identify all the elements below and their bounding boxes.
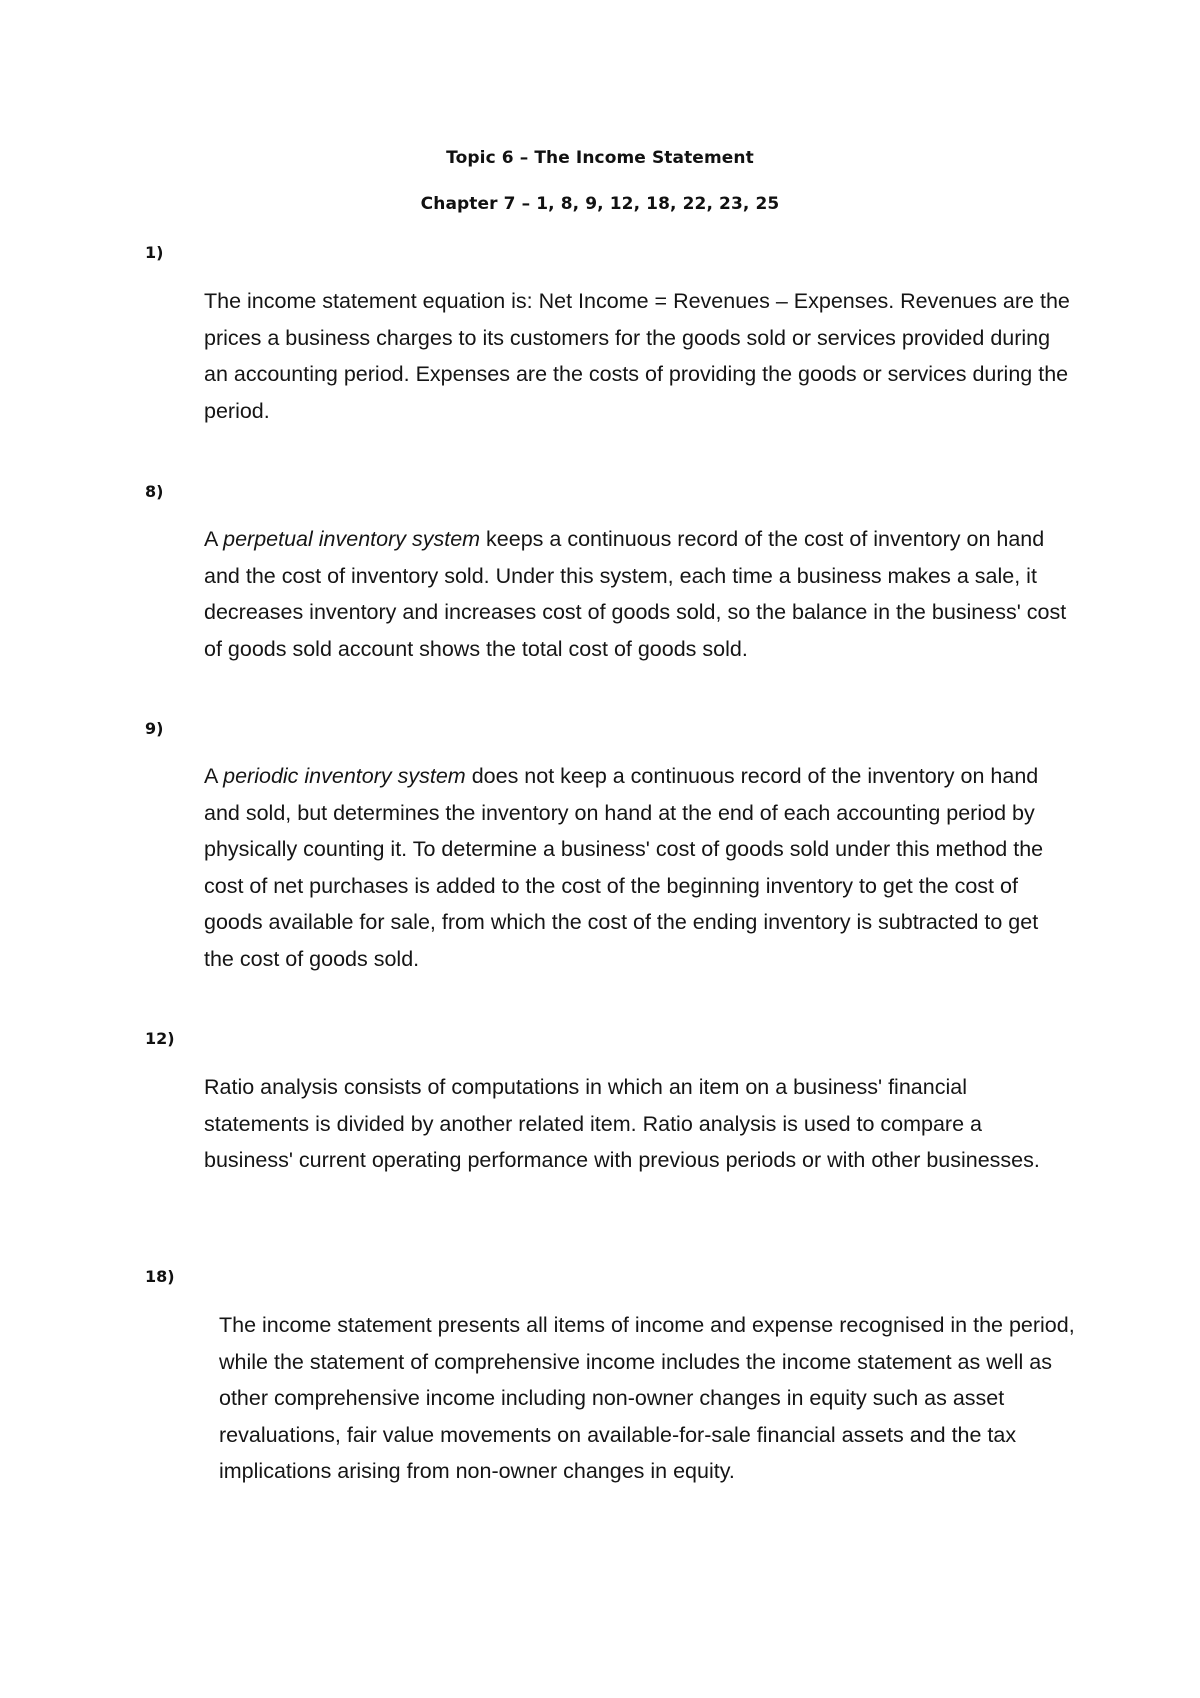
question-label-9: 9): [145, 719, 164, 738]
answer-18: The income statement presents all items of income and expense recognised in the period, while the statement of comprehensive income includes the income statement as well as other comprehensive income including non-owner changes in equity such as asset revaluations, fair value movements on available-for-sale financial assets and the tax implications arising from non-owner changes in equity.: [219, 1313, 1075, 1483]
answer-9: [204, 758, 1074, 977]
answer-1: The income statement equation is: Net Income = Revenues – Expenses. Revenues are the prices a business charges to its customers for the goods sold or services provided during an accounting period. Expenses are the costs of providing the goods or services during the period.: [204, 289, 1070, 423]
answer-8-term: perpetual inventory system: [223, 527, 481, 551]
question-label-18: 18): [145, 1267, 175, 1286]
answer-8-lead: A: [204, 527, 224, 551]
page-title: Topic 6 – The Income Statement: [446, 148, 754, 168]
answer-12: Ratio analysis consists of computations in which an item on a business' financial statements is divided by another related item. Ratio analysis is used to compare a business' current operating performance with previous periods or with other businesses.: [204, 1075, 1040, 1172]
question-label-1: 1): [145, 243, 164, 262]
question-label-8: 8): [145, 482, 164, 501]
answer-9-lead: A: [204, 764, 224, 788]
answer-8-rest: keeps a continuous record of the cost of inventory on hand and the cost of inventory sold. Under this system, each time a business makes a sale, it decreases inventory and increases cost of goods sold, so the balance in the business' cost of goods sold account shows the total cost of goods sold.: [204, 527, 1067, 661]
answer-8: [204, 521, 1074, 667]
question-label-12: 12): [145, 1029, 175, 1048]
answer-9-rest: does not keep a continuous record of the inventory on hand and sold, but determines the inventory on hand at the end of each accounting period by physically counting it. To determine a business' cost of goods sold under this method the cost of net purchases is added to the cost of the beginning inventory to get the cost of goods available for sale, from which the cost of the ending inventory is subtracted to get the cost of goods sold.: [204, 764, 1044, 971]
chapter-subtitle: Chapter 7 – 1, 8, 9, 12, 18, 22, 23, 25: [420, 194, 780, 214]
answer-9-term: periodic inventory system: [223, 764, 466, 788]
